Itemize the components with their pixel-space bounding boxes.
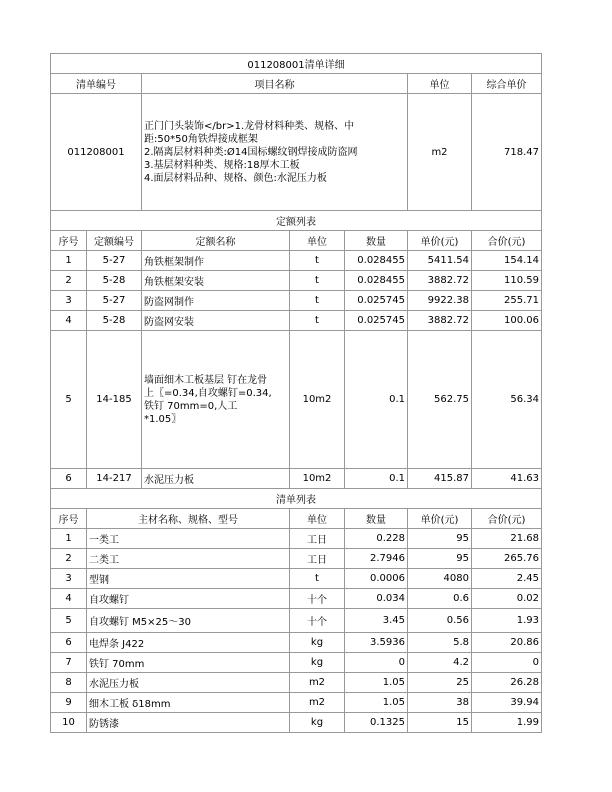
material-total: 26.28 xyxy=(472,673,542,693)
header-bill-code: 清单编号 xyxy=(51,74,142,94)
quota-name: 角铁框架安装 xyxy=(142,271,290,291)
material-name: 电焊条 J422 xyxy=(87,633,290,653)
table-row xyxy=(51,589,542,609)
material-price: 38 xyxy=(408,693,472,713)
quota-unit: t xyxy=(290,291,345,311)
material-price: 95 xyxy=(408,549,472,569)
material-no: 9 xyxy=(51,693,87,713)
quota-header-qty: 数量 xyxy=(345,231,408,251)
bill-header-row xyxy=(51,74,542,94)
table-row xyxy=(51,529,542,549)
material-price: 95 xyxy=(408,529,472,549)
material-no: 6 xyxy=(51,633,87,653)
header-item-name: 项目名称 xyxy=(142,74,408,94)
table-row xyxy=(51,331,542,469)
header-unit: 单位 xyxy=(408,74,472,94)
material-qty: 0.1325 xyxy=(345,713,408,733)
quota-total: 255.71 xyxy=(472,291,542,311)
quota-code: 5-27 xyxy=(87,251,142,271)
quota-unit: t xyxy=(290,251,345,271)
material-total: 0.02 xyxy=(472,589,542,609)
bill-name-line: 4.面层材料品种、规格、颜色:水泥压力板 xyxy=(144,172,327,184)
bill-code: 011208001 xyxy=(51,94,142,211)
quota-name: 角铁框架制作 xyxy=(142,251,290,271)
quota-no: 1 xyxy=(51,251,87,271)
quota-header-price: 单价(元) xyxy=(408,231,472,251)
quota-header-total: 合价(元) xyxy=(472,231,542,251)
material-name: 一类工 xyxy=(87,529,290,549)
quota-unit: 10m2 xyxy=(290,469,345,489)
table-row xyxy=(51,713,542,733)
material-total: 21.68 xyxy=(472,529,542,549)
quota-code: 5-27 xyxy=(87,291,142,311)
bill-detail-table xyxy=(50,53,542,733)
title-row xyxy=(51,54,542,74)
table-row xyxy=(51,653,542,673)
table-row xyxy=(51,271,542,291)
material-qty: 3.45 xyxy=(345,609,408,633)
material-no: 2 xyxy=(51,549,87,569)
material-no: 4 xyxy=(51,589,87,609)
quota-unit: t xyxy=(290,311,345,331)
quota-price: 3882.72 xyxy=(408,271,472,291)
quota-name-line: *1.05〗 xyxy=(144,413,182,425)
quota-price: 5411.54 xyxy=(408,251,472,271)
table-row xyxy=(51,673,542,693)
material-qty: 1.05 xyxy=(345,673,408,693)
material-unit: m2 xyxy=(290,673,345,693)
quota-title-row xyxy=(51,211,542,231)
material-total: 1.93 xyxy=(472,609,542,633)
bill-name-line: 距:50*50角铁焊接成框架 xyxy=(144,133,258,145)
quota-name xyxy=(142,331,290,469)
bill-row xyxy=(51,94,542,211)
material-header-price: 单价(元) xyxy=(408,509,472,529)
material-qty: 0.034 xyxy=(345,589,408,609)
material-name: 铁钉 70mm xyxy=(87,653,290,673)
material-total: 39.94 xyxy=(472,693,542,713)
material-qty: 0.0006 xyxy=(345,569,408,589)
bill-item-name xyxy=(142,94,408,211)
material-no: 8 xyxy=(51,673,87,693)
quota-qty: 0.028455 xyxy=(345,271,408,291)
quota-name-line: 上〖=0.34,自攻螺钉=0.34, xyxy=(144,387,272,399)
material-unit: 工日 xyxy=(290,549,345,569)
material-price: 15 xyxy=(408,713,472,733)
quota-name-line: 墙面细木工板基层 钉在龙骨 xyxy=(144,374,268,386)
material-total: 265.76 xyxy=(472,549,542,569)
quota-qty: 0.028455 xyxy=(345,251,408,271)
table-row xyxy=(51,251,542,271)
quota-no: 2 xyxy=(51,271,87,291)
material-header-no: 序号 xyxy=(51,509,87,529)
table-row xyxy=(51,291,542,311)
quota-name-line: 铁钉 70mm=0,人工 xyxy=(144,400,238,412)
quota-no: 4 xyxy=(51,311,87,331)
material-price: 4.2 xyxy=(408,653,472,673)
material-total: 20.86 xyxy=(472,633,542,653)
quota-qty: 0.025745 xyxy=(345,291,408,311)
quota-header-row xyxy=(51,231,542,251)
material-total: 0 xyxy=(472,653,542,673)
quota-total: 110.59 xyxy=(472,271,542,291)
quota-no: 6 xyxy=(51,469,87,489)
table-row xyxy=(51,469,542,489)
material-name: 二类工 xyxy=(87,549,290,569)
material-name: 防锈漆 xyxy=(87,713,290,733)
quota-unit: t xyxy=(290,271,345,291)
material-no: 7 xyxy=(51,653,87,673)
quota-price: 562.75 xyxy=(408,331,472,469)
material-unit: m2 xyxy=(290,693,345,713)
material-unit: kg xyxy=(290,633,345,653)
bill-unit: m2 xyxy=(408,94,472,211)
table-row xyxy=(51,569,542,589)
table-row xyxy=(51,609,542,633)
bill-name-line: 2.隔离层材料种类:Ø14国标螺纹钢焊接成防盗网 xyxy=(144,146,358,158)
material-qty: 0 xyxy=(345,653,408,673)
material-price: 4080 xyxy=(408,569,472,589)
material-name: 自攻螺钉 xyxy=(87,589,290,609)
material-price: 0.56 xyxy=(408,609,472,633)
material-section-title: 清单列表 xyxy=(51,489,542,509)
quota-code: 14-217 xyxy=(87,469,142,489)
table-row xyxy=(51,633,542,653)
quota-price: 415.87 xyxy=(408,469,472,489)
quota-name: 防盗网安装 xyxy=(142,311,290,331)
bill-price: 718.47 xyxy=(472,94,542,211)
quota-unit: 10m2 xyxy=(290,331,345,469)
material-name: 型钢 xyxy=(87,569,290,589)
quota-section-title: 定额列表 xyxy=(51,211,542,231)
material-no: 3 xyxy=(51,569,87,589)
quota-price: 9922.38 xyxy=(408,291,472,311)
quota-code: 5-28 xyxy=(87,311,142,331)
quota-code: 5-28 xyxy=(87,271,142,291)
material-total: 1.99 xyxy=(472,713,542,733)
material-price: 5.8 xyxy=(408,633,472,653)
material-title-row xyxy=(51,489,542,509)
material-no: 10 xyxy=(51,713,87,733)
quota-total: 154.14 xyxy=(472,251,542,271)
quota-header-name: 定额名称 xyxy=(142,231,290,251)
material-unit: kg xyxy=(290,653,345,673)
quota-total: 100.06 xyxy=(472,311,542,331)
material-header-qty: 数量 xyxy=(345,509,408,529)
material-unit: 工日 xyxy=(290,529,345,549)
quota-total: 56.34 xyxy=(472,331,542,469)
quota-code: 14-185 xyxy=(87,331,142,469)
material-header-name: 主材名称、规格、型号 xyxy=(87,509,290,529)
quota-header-no: 序号 xyxy=(51,231,87,251)
material-unit: 十个 xyxy=(290,589,345,609)
table-row xyxy=(51,549,542,569)
quota-header-unit: 单位 xyxy=(290,231,345,251)
header-unit-price: 综合单价 xyxy=(472,74,542,94)
table-title: 011208001清单详细 xyxy=(51,54,542,74)
quota-total: 41.63 xyxy=(472,469,542,489)
material-qty: 3.5936 xyxy=(345,633,408,653)
material-qty: 0.228 xyxy=(345,529,408,549)
quota-qty: 0.1 xyxy=(345,331,408,469)
material-no: 5 xyxy=(51,609,87,633)
material-name: 细木工板 δ18mm xyxy=(87,693,290,713)
table-row xyxy=(51,693,542,713)
bill-name-line: 正门门头装饰</br>1.龙骨材料种类、规格、中 xyxy=(144,120,355,132)
quota-no: 3 xyxy=(51,291,87,311)
material-qty: 1.05 xyxy=(345,693,408,713)
quota-price: 3882.72 xyxy=(408,311,472,331)
quota-name: 水泥压力板 xyxy=(142,469,290,489)
quota-header-code: 定额编号 xyxy=(87,231,142,251)
material-unit: kg xyxy=(290,713,345,733)
material-name: 自攻螺钉 M5×25～30 xyxy=(87,609,290,633)
material-header-unit: 单位 xyxy=(290,509,345,529)
material-price: 25 xyxy=(408,673,472,693)
material-total: 2.45 xyxy=(472,569,542,589)
material-name: 水泥压力板 xyxy=(87,673,290,693)
material-unit: t xyxy=(290,569,345,589)
material-price: 0.6 xyxy=(408,589,472,609)
quota-qty: 0.1 xyxy=(345,469,408,489)
bill-name-line: 3.基层材料种类、规格:18厚木工板 xyxy=(144,159,300,171)
quota-name: 防盗网制作 xyxy=(142,291,290,311)
quota-no: 5 xyxy=(51,331,87,469)
quota-qty: 0.025745 xyxy=(345,311,408,331)
material-qty: 2.7946 xyxy=(345,549,408,569)
material-unit: 十个 xyxy=(290,609,345,633)
material-header-row xyxy=(51,509,542,529)
material-no: 1 xyxy=(51,529,87,549)
material-header-total: 合价(元) xyxy=(472,509,542,529)
table-row xyxy=(51,311,542,331)
